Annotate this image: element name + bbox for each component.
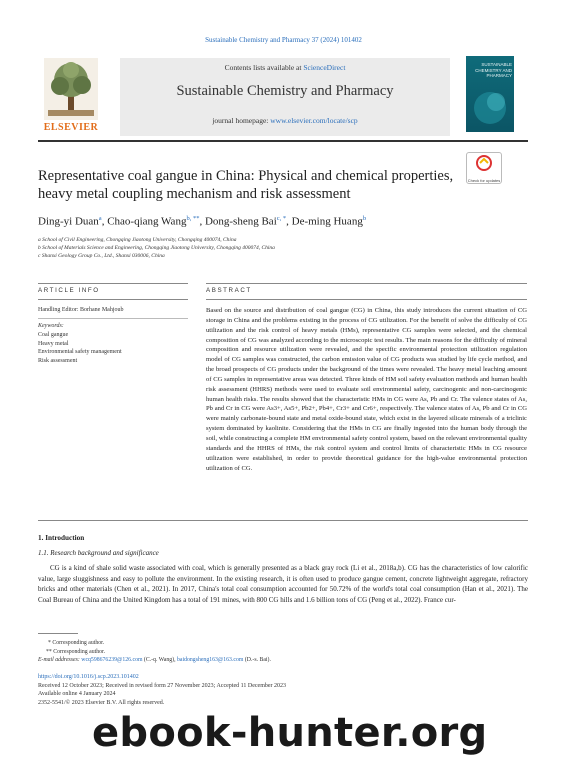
abstract-rule <box>206 283 527 284</box>
article-title: Representative coal gangue in China: Physical and chemical properties, heavy metal coupling mechanism and risk assessment <box>38 168 454 202</box>
doi-link[interactable]: https://doi.org/10.1016/j.scp.2023.101402 <box>38 674 139 680</box>
received-dates: Received 12 October 2023; Received in revised form 27 November 2023; Accepted 11 December 2023 <box>38 682 287 689</box>
keywords-label: Keywords: <box>38 323 64 329</box>
footnote-emails <box>38 656 528 665</box>
author-affiliation-mark[interactable]: b, ** <box>186 215 200 222</box>
author-name[interactable]: Dong-sheng Bai <box>204 215 277 228</box>
email-owner: (D.-s. Bai). <box>243 657 271 664</box>
abstract-text: Based on the source and distribution of coal gangue (CG) in China, this study introduces the current situation of CG storage in China and the problems existing in the process of CG utilization. For the benefit of solve the difficulty of CG utilization and the risk control of heavy metals (HMs), representative CG samples were selected, and the chemical composition of CG was analyzed according to the microscopic test results. The main reasons for the difficulty of mineral composition and resource utilization were revealed, and the specific environmental protection utilization regulation model of CG samples was constructed, the carbon emission value of CG products was studied by life cycle method, and the broad prospects of CG products under the background of the times were revealed. The heavy metal leaching amount of CG samples in representative areas was detected. Three kinds of HM soil safety evaluation methods and human health risk assessment (HHRS) methods were used to evaluate soil environmental safety, carcinogenic and non-carcinogenic human health risks. The results showed that the characteristic HMs in CG were As, Pb and Cr. The valence states of As, Pb and Cr in CG were As3+, As5+, Pb2+, Pb4+, Cr3+ and Cr6+, respectively. The valence states of As, Pb and Cr in CG were mainly carbonate-bound state and metal oxide-bound state, which exist in the layered silicate minerals of a triclinic system dominated by kaolinite. Considering that the HMs in CG are finally ingested into the human body through the soil, while constructing a complete HM environmental safety control system, based on the relevant environmental quality standards and the HHRS of HMs, the risk control system and control limits of characteristic HMs in CG resource utilization were established, in order to provide theoretical guidance for the high-value environmental protection utilization of CG. <box>206 307 527 472</box>
watermark-text: ebook-hunter.org <box>92 710 488 756</box>
contents-prefix: Contents lists available at <box>224 63 304 72</box>
journal-name: Sustainable Chemistry and Pharmacy <box>176 83 394 99</box>
keyword: Coal gangue <box>38 332 69 338</box>
homepage-link[interactable]: www.elsevier.com/locate/scp <box>270 116 358 125</box>
author-affiliation-mark[interactable]: c, * <box>276 215 287 222</box>
check-updates-label: Check for updates <box>467 178 501 183</box>
footnote-rule <box>38 633 78 634</box>
contents-line <box>120 63 450 72</box>
header-rule <box>38 140 528 142</box>
footnotes <box>38 639 528 665</box>
info-divider <box>38 318 188 319</box>
elsevier-tree-logo <box>44 58 98 120</box>
subsection-heading: 1.1. Research background and significance <box>38 549 159 557</box>
author-list: Ding-yi Duan$^a$, Chao-qiang Wang$^{b, **}$, Dong-sheng Bai$^{c, *}$, De-ming Huang$^b$ <box>38 215 367 228</box>
email-link-wang[interactable]: wcq598676239@126.com <box>81 657 143 664</box>
article-history <box>38 673 528 708</box>
abstract-bottom-rule <box>38 520 528 521</box>
handling-editor: Handling Editor: Borhane Mahjoub <box>38 307 124 313</box>
publisher-logo-text: ELSEVIER <box>43 122 99 133</box>
footnote-corresponding-1: * Corresponding author. <box>48 640 105 646</box>
article-info-rule <box>38 283 188 284</box>
keywords-list <box>38 331 188 365</box>
affiliation-c: c Shanxi Geology Group Co., Ltd., Shanxi 030006, China <box>38 253 165 259</box>
running-header[interactable]: Sustainable Chemistry and Pharmacy 37 (2024) 101402 <box>205 36 362 44</box>
email-owner: (C.-q. Wang), <box>142 657 178 664</box>
keyword: Risk assessment <box>38 357 78 364</box>
copyright: 2352-5541/© 2023 Elsevier B.V. All rights reserved. <box>38 700 165 707</box>
affiliation-b: b School of Materials Science and Engineering, Chongqing Jiaotong University, Chongqing 400074, China <box>38 245 275 251</box>
check-updates-icon <box>467 153 501 173</box>
homepage-line <box>120 116 450 125</box>
keyword: Environmental safety management <box>38 349 122 356</box>
author-name[interactable]: Chao-qiang Wang <box>107 215 187 228</box>
sciencedirect-link[interactable]: ScienceDirect <box>303 63 346 72</box>
abstract-rule-2 <box>206 299 527 300</box>
keyword: Heavy metal <box>38 340 69 347</box>
author-affiliation-mark[interactable]: a <box>98 215 102 222</box>
author-name[interactable]: Ding-yi Duan <box>38 215 99 228</box>
abstract-heading: ABSTRACT <box>206 287 252 294</box>
homepage-prefix: journal homepage: <box>212 116 271 125</box>
body-paragraph: CG is a kind of shale solid waste associated with coal, which is generally presented as a black gray rock (Li et al., 2018a,b). CG has the characteristics of low calorific value, large sluggishness and easy to pollute the environment. In the existing research, it is often used to produce gangue cement, concrete lightweight aggregate, refractory bricks and other materials (Chen et al., 2021). In 2017, China's total coal consumption accounted for 50.72% of the world's total coal consumption (Han et al., 2021). The Coal Bureau of China and the United Kingdom has a total of 191 mines, with 800 CG hills and 1.6 billion tons of CG (Peng et al., 2022). France cur- <box>38 564 528 604</box>
email-link-bai[interactable]: baidongsheng163@163.com <box>177 657 244 664</box>
cover-title: SUSTAINABLE CHEMISTRY AND PHARMACY <box>475 62 512 78</box>
article-info-heading: ARTICLE INFO <box>38 287 100 294</box>
section-heading: 1. Introduction <box>38 534 85 542</box>
article-info-rule-2 <box>38 299 188 300</box>
affiliation-a: a School of Civil Engineering, Chongqing Jiaotong University, Chongqing 400074, China <box>38 237 237 243</box>
email-label: E-mail addresses: <box>38 657 82 664</box>
author-affiliation-mark[interactable]: b <box>362 215 367 222</box>
footnote-corresponding-2: ** Corresponding author. <box>46 648 106 655</box>
author-name[interactable]: De-ming Huang <box>291 215 363 228</box>
available-online: Available online 4 January 2024 <box>38 691 116 698</box>
check-for-updates-button[interactable] <box>466 152 502 184</box>
